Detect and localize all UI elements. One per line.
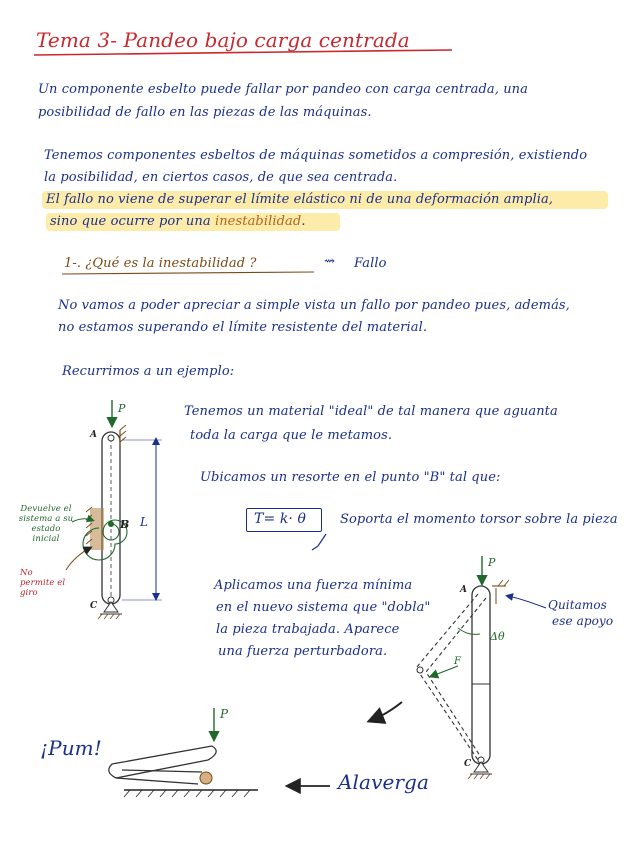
force-line-4: una fuerza perturbadora. — [218, 644, 388, 659]
side-note-green: Devuelve el sistema a su estado inicial — [18, 504, 74, 544]
para2-line-4c: . — [301, 214, 306, 229]
example-line-1: Tenemos un material "ideal" de tal manera que aguanta — [184, 404, 558, 419]
intro-line-1: Un componente esbelto puede fallar por pandeo con carga centrada, una — [38, 82, 529, 97]
remove-support-line-2: ese apoyo — [552, 614, 614, 628]
d1-label-p: P — [118, 402, 126, 415]
para2-line-1: Tenemos componentes esbeltos de máquinas sometidos a compresión, existiendo — [44, 148, 588, 163]
d1-label-c: C — [90, 601, 98, 611]
side-note-red: No permite el giro — [20, 568, 66, 598]
para3-line-2: no estamos superando el límite resistente del material. — [58, 320, 428, 335]
para2-line-2: la posibilidad, en ciertos casos, de que sea centrada. — [44, 170, 398, 185]
remove-support-line-1: Quitamos — [548, 598, 607, 612]
page-title: Tema 3- Pandeo bajo carga centrada — [36, 28, 410, 52]
force-line-1: Aplicamos una fuerza mínima — [214, 578, 413, 593]
section1-result: Fallo — [354, 256, 387, 271]
section1-heading: 1-. ¿Qué es la inestabilidad ? — [64, 256, 257, 271]
para2-line-4a: sino que ocurre por una — [50, 214, 211, 229]
d3-label-p: P — [220, 707, 229, 721]
force-line-2: en el nuevo sistema que "dobla" — [216, 600, 431, 615]
para2-line-3: El fallo no viene de superar el límite elástico ni de una deformación amplia, — [46, 192, 554, 207]
force-line-3: la pieza trabajada. Aparece — [216, 622, 400, 637]
buckling-text: Alaverga — [338, 770, 429, 794]
collapsed-column-diagram — [109, 707, 258, 797]
d2-label-f: F — [454, 656, 461, 667]
formula: T= k· θ — [254, 511, 307, 527]
intro-line-2: posibilidad de fallo en las piezas de las máquinas. — [38, 105, 372, 120]
section1-arrow: ⇝ — [324, 254, 335, 269]
d2-label-c: C — [464, 759, 472, 769]
example-line-2: toda la carga que le metamos. — [190, 428, 393, 443]
d1-label-a: A — [90, 430, 97, 440]
spring-text: Ubicamos un resorte en el punto "B" tal que: — [200, 470, 501, 485]
d1-label-l: L — [140, 515, 148, 529]
buckled-column-diagram — [416, 556, 509, 779]
pum-text: ¡Pum! — [40, 736, 102, 760]
d2-label-dtheta: Δθ — [490, 630, 505, 643]
formula-note: Soporta el momento torsor sobre la pieza — [340, 512, 618, 527]
para3-line-1: No vamos a poder apreciar a simple vista un fallo por pandeo pues, además, — [58, 298, 570, 313]
d2-label-p: P — [488, 556, 496, 569]
example-heading: Recurrimos a un ejemplo: — [62, 364, 235, 379]
d1-label-b: B — [120, 518, 130, 531]
d2-label-a: A — [460, 585, 467, 595]
column-diagram — [83, 400, 162, 619]
keyword-inestabilidad: inestabilidad — [214, 214, 302, 229]
